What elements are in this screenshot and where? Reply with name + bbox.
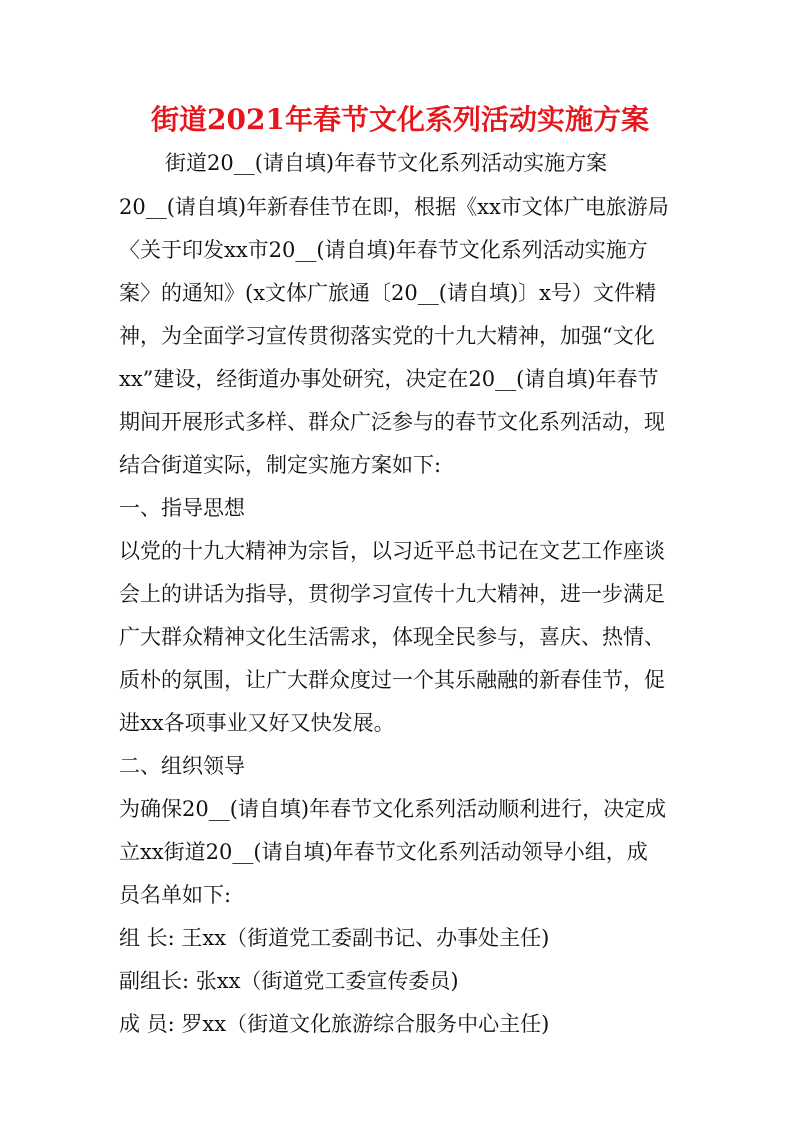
paragraph-line: 期间开展形式多样、群众广泛参与的春节文化系列活动，现 <box>119 410 665 434</box>
paragraph-line: 进xx各项事业又好又快发展。 <box>119 711 395 735</box>
paragraph-line: 质朴的氛围，让广大群众度过一个其乐融融的新春佳节，促 <box>119 668 665 692</box>
member-line-member: 成 员: 罗xx（街道文化旅游综合服务中心主任) <box>119 1012 550 1036</box>
paragraph-line: 案〉的通知》(x文体广旅通〔20__(请自填)〕x号）文件精 <box>119 281 656 305</box>
paragraph-line: 20__(请自填)年新春佳节在即，根据《xx市文体广电旅游局 <box>119 195 669 219</box>
paragraph-line: 为确保20__(请自填)年春节文化系列活动顺利进行，决定成 <box>119 797 667 821</box>
paragraph-line: 员名单如下: <box>119 883 232 907</box>
member-line-leader: 组 长: 王xx（街道党工委副书记、办事处主任) <box>119 926 550 950</box>
paragraph-line: 结合街道实际，制定实施方案如下: <box>119 453 442 477</box>
paragraph-line: 以党的十九大精神为宗旨，以习近平总书记在文艺工作座谈 <box>119 539 665 563</box>
paragraph-line: 神，为全面学习宣传贯彻落实党的十九大精神，加强“文化 <box>119 324 655 348</box>
section-heading-guiding-ideology: 一、指导思想 <box>119 496 245 520</box>
paragraph-line: 广大群众精神文化生活需求，体现全民参与，喜庆、热情、 <box>119 625 665 649</box>
section-heading-organization: 二、组织领导 <box>119 754 245 778</box>
paragraph-line: 会上的讲话为指导，贯彻学习宣传十九大精神，进一步满足 <box>119 582 665 606</box>
paragraph-line: 立xx街道20__(请自填)年春节文化系列活动领导小组，成 <box>119 840 648 864</box>
paragraph-line: xx”建设，经街道办事处研究，决定在20__(请自填)年春节 <box>119 367 659 391</box>
member-line-deputy-leader: 副组长: 张xx（街道党工委宣传委员) <box>119 969 459 993</box>
document-title: 街道2021年春节文化系列活动实施方案 <box>151 103 649 136</box>
paragraph-line: 〈关于印发xx市20__(请自填)年春节文化系列活动实施方 <box>119 238 648 262</box>
document-subtitle: 街道20__(请自填)年春节文化系列活动实施方案 <box>165 151 608 175</box>
